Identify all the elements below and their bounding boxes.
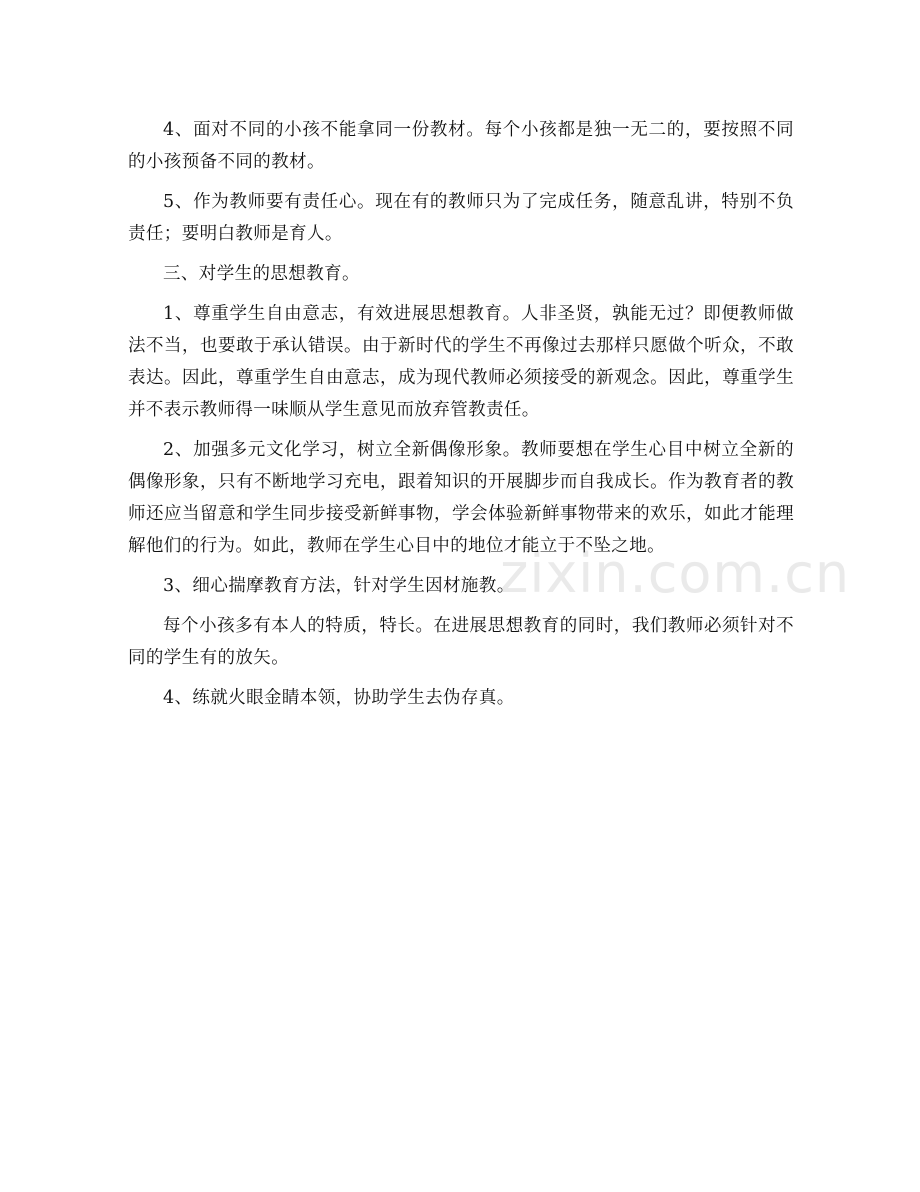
document-body bbox=[128, 114, 794, 722]
watermark: zixin.com.cn bbox=[500, 542, 851, 605]
paragraph-point-3: 3、细心揣摩教育方法，针对学生因材施教。 bbox=[163, 576, 515, 596]
paragraph-point-1: 1、尊重学生自由意志，有效进展思想教育。人非圣贤，孰能无过？即便教师做法不当，也要敢于承认错误。由于新时代的学生不再像过去那样只愿做个听众，不敢表达。因此，尊重学生自由意志，成为现代教师必须接受的新观念。因此，尊重学生并不表示教师得一味顺从学生意见而放弃管教责任。 bbox=[128, 304, 794, 420]
section-heading: 三、对学生的思想教育。 bbox=[163, 264, 360, 284]
paragraph-item-5: 5、作为教师要有责任心。现在有的教师只为了完成任务，随意乱讲，特别不负责任；要明白教师是育人。 bbox=[128, 192, 794, 244]
paragraph-point-4: 4、练就火眼金睛本领，协助学生去伪存真。 bbox=[163, 688, 515, 708]
paragraph-point-2: 2、加强多元文化学习，树立全新偶像形象。教师要想在学生心目中树立全新的偶像形象，只有不断地学习充电，跟着知识的开展脚步而自我成长。作为教育者的教师还应当留意和学生同步接受新鲜事物，学会体验新鲜事物带来的欢乐，如此才能理解他们的行为。如此，教师在学生心目中的地位才能立于不坠之地。 bbox=[128, 440, 794, 556]
paragraph-point-3-detail: 每个小孩多有本人的特质，特长。在进展思想教育的同时，我们教师必须针对不同的学生有的放矢。 bbox=[128, 616, 794, 668]
paragraph-item-4: 4、面对不同的小孩不能拿同一份教材。每个小孩都是独一无二的，要按照不同的小孩预备不同的教材。 bbox=[128, 120, 794, 172]
